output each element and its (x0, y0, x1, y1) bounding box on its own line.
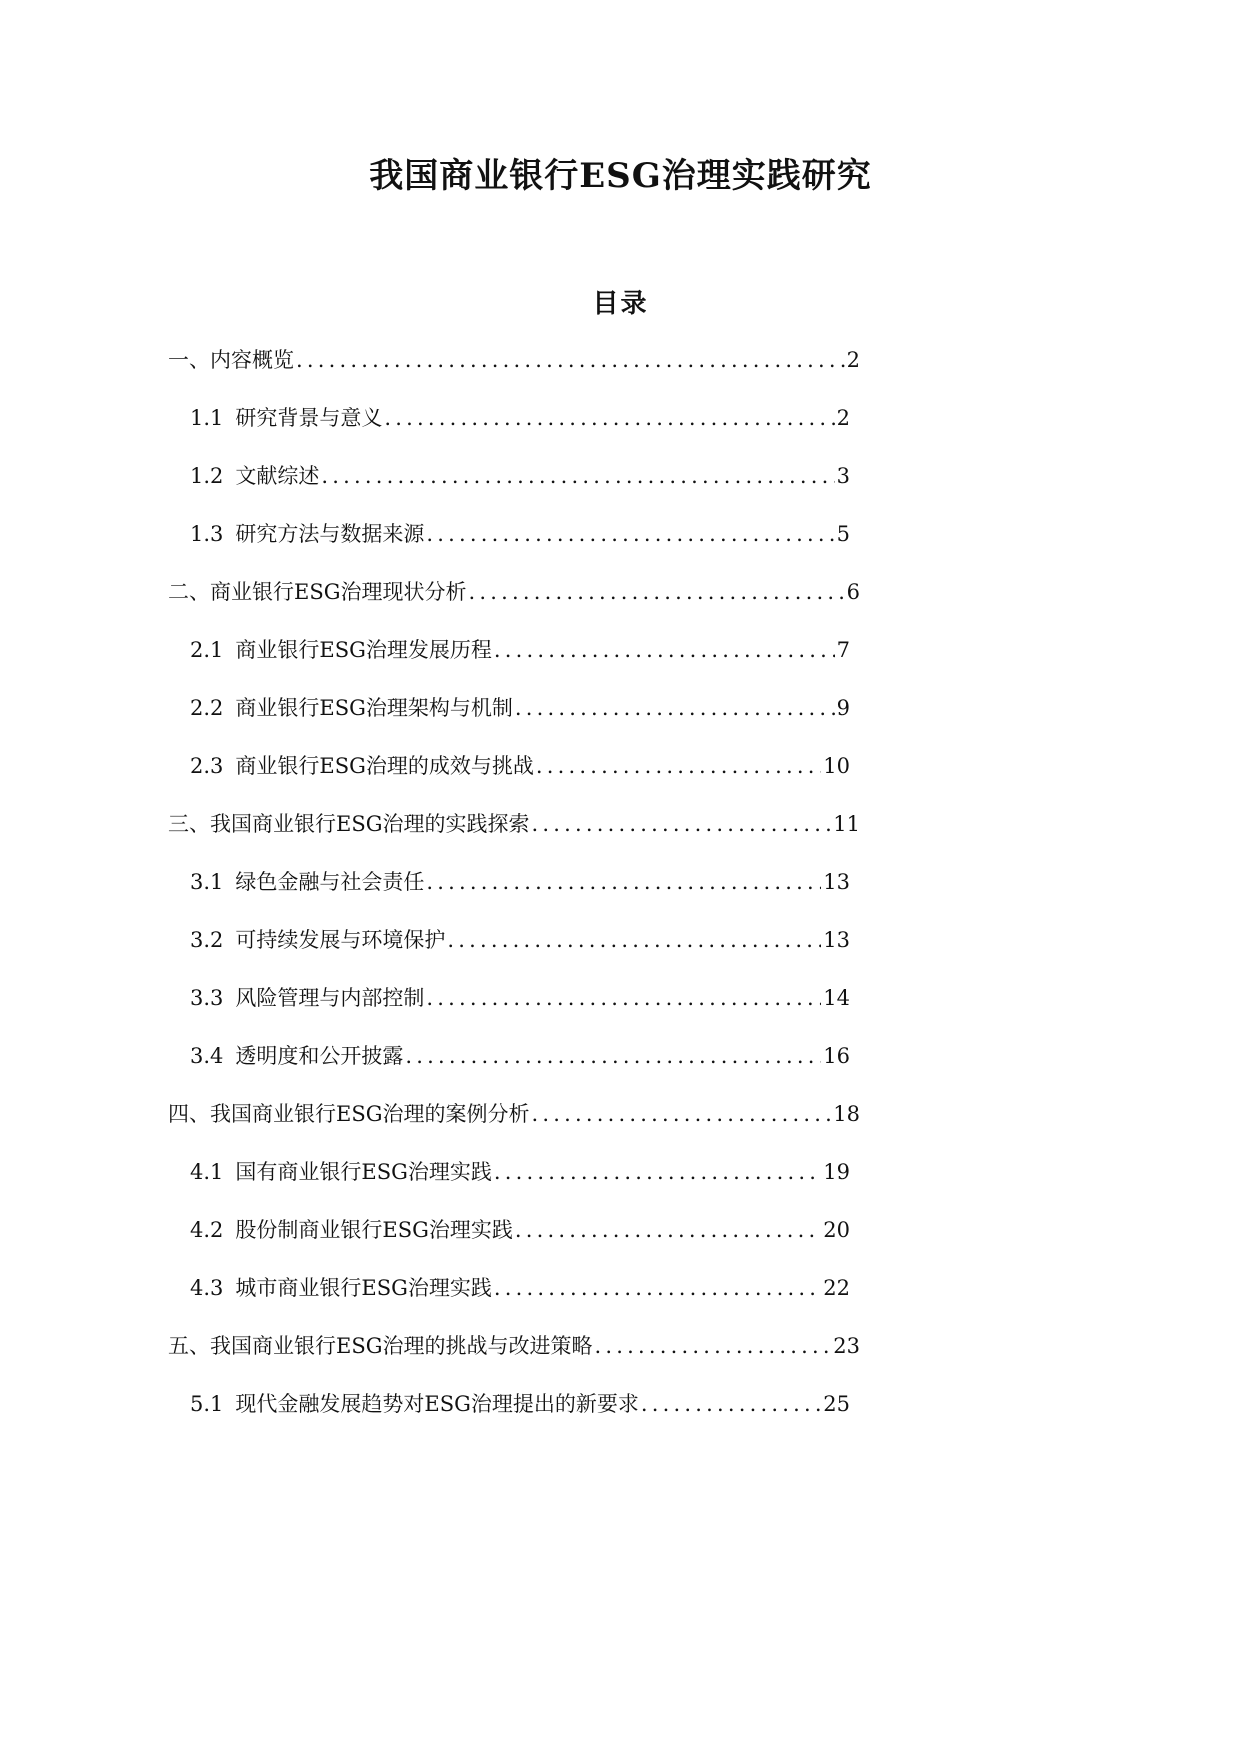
toc-dot-leader (321, 461, 834, 491)
toc-dot-leader (447, 925, 821, 955)
toc-entry-number: 2.3 (190, 754, 224, 778)
toc-entry[interactable] (190, 635, 850, 665)
toc-entry-title: 商业银行ESG治理现状分析 (210, 580, 467, 604)
toc-entry-title: 商业银行ESG治理发展历程 (235, 638, 492, 662)
toc-dot-leader (532, 809, 832, 839)
toc-entry-page-number: 2 (846, 348, 860, 372)
toc-entry[interactable] (190, 519, 850, 549)
toc-entry[interactable] (190, 1389, 850, 1419)
toc-entry-number: 3.3 (190, 986, 224, 1010)
toc-entry-number: 5.1 (190, 1392, 224, 1416)
toc-entry[interactable] (190, 403, 850, 433)
toc-entry-title: 透明度和公开披露 (235, 1044, 404, 1068)
toc-entry-page-number: 3 (836, 464, 850, 488)
toc-entry-page-number: 19 (823, 1160, 850, 1184)
toc-dot-leader (532, 1099, 832, 1129)
toc-entry-title: 我国商业银行ESG治理的案例分析 (210, 1102, 530, 1126)
toc-entry-page-number: 2 (836, 406, 850, 430)
toc-entry-title: 商业银行ESG治理的成效与挑战 (235, 754, 534, 778)
toc-entry-title: 风险管理与内部控制 (235, 986, 425, 1010)
toc-entry[interactable] (190, 1273, 850, 1303)
toc-entry-number: 一、 (168, 348, 210, 372)
toc-entry-title: 文献综述 (235, 464, 320, 488)
toc-entry[interactable] (190, 983, 850, 1013)
toc-entry-page-number: 14 (823, 986, 850, 1010)
toc-entry-page-number: 23 (833, 1334, 860, 1358)
toc-entry-page-number: 5 (836, 522, 850, 546)
toc-dot-leader (595, 1331, 832, 1361)
toc-dot-leader (494, 635, 835, 665)
toc-entry[interactable] (190, 461, 850, 491)
toc-entry-page-number: 13 (823, 928, 850, 952)
toc-entry-page-number: 9 (836, 696, 850, 720)
toc-entry-title: 股份制商业银行ESG治理实践 (235, 1218, 513, 1242)
toc-entry-page-number: 25 (823, 1392, 850, 1416)
toc-dot-leader (384, 403, 834, 433)
toc-entry[interactable] (168, 577, 860, 607)
toc-dot-leader (296, 345, 845, 375)
toc-entry-title: 绿色金融与社会责任 (235, 870, 425, 894)
toc-entry-title: 我国商业银行ESG治理的实践探索 (210, 812, 530, 836)
toc-entry-title: 我国商业银行ESG治理的挑战与改进策略 (210, 1334, 593, 1358)
toc-dot-leader (405, 1041, 821, 1071)
toc-entry[interactable] (190, 867, 850, 897)
toc-entry-page-number: 6 (846, 580, 860, 604)
document-title: 我国商业银行ESG治理实践研究 (369, 156, 872, 196)
toc-entry-page-number: 22 (823, 1276, 850, 1300)
toc-entry[interactable] (190, 925, 850, 955)
toc-entry-title: 现代金融发展趋势对ESG治理提出的新要求 (235, 1392, 639, 1416)
toc-entry-page-number: 20 (823, 1218, 850, 1242)
toc-entry-number: 三、 (168, 812, 210, 836)
toc-entry-number: 2.1 (190, 638, 224, 662)
toc-entry[interactable] (190, 751, 850, 781)
toc-entry-number: 二、 (168, 580, 210, 604)
toc-entry[interactable] (168, 1331, 860, 1361)
toc-entry-number: 1.2 (190, 464, 224, 488)
toc-entry-title: 可持续发展与环境保护 (235, 928, 446, 952)
toc-entry-number: 4.2 (190, 1218, 224, 1242)
toc-dot-leader (469, 577, 845, 607)
toc-entry[interactable] (168, 809, 860, 839)
toc-entry-title: 商业银行ESG治理架构与机制 (235, 696, 513, 720)
toc-dot-leader (494, 1273, 821, 1303)
toc-entry-number: 四、 (168, 1102, 210, 1126)
toc-entry[interactable] (190, 1157, 850, 1187)
toc-entry-title: 城市商业银行ESG治理实践 (235, 1276, 492, 1300)
toc-entry[interactable] (168, 1099, 860, 1129)
toc-entry-number: 4.3 (190, 1276, 224, 1300)
toc-dot-leader (426, 983, 821, 1013)
toc-entry-page-number: 18 (833, 1102, 860, 1126)
toc-entry-page-number: 16 (823, 1044, 850, 1068)
toc-entry-number: 3.2 (190, 928, 224, 952)
toc-dot-leader (494, 1157, 821, 1187)
toc-entry[interactable] (168, 345, 860, 375)
toc-dot-leader (536, 751, 821, 781)
toc-entry-number: 1.1 (190, 406, 224, 430)
toc-dot-leader (641, 1389, 821, 1419)
toc-entry-page-number: 10 (823, 754, 850, 778)
toc-heading: 目录 (592, 289, 649, 319)
toc-entry-number: 1.3 (190, 522, 224, 546)
toc-entry-number: 3.1 (190, 870, 224, 894)
toc-dot-leader (426, 867, 821, 897)
toc-entry[interactable] (190, 693, 850, 723)
toc-entry-page-number: 13 (823, 870, 850, 894)
toc-entry-title: 内容概览 (210, 348, 294, 372)
toc-entry-number: 3.4 (190, 1044, 224, 1068)
toc-dot-leader (515, 693, 835, 723)
toc-entry-page-number: 7 (836, 638, 850, 662)
toc-entry-title: 研究方法与数据来源 (235, 522, 425, 546)
toc-entry-title: 国有商业银行ESG治理实践 (235, 1160, 492, 1184)
toc-dot-leader (515, 1215, 821, 1245)
toc-entry-page-number: 11 (833, 812, 860, 836)
toc-dot-leader (426, 519, 834, 549)
toc-entry[interactable] (190, 1215, 850, 1245)
toc-entry[interactable] (190, 1041, 850, 1071)
toc-entry-number: 五、 (168, 1334, 210, 1358)
toc-entry-number: 2.2 (190, 696, 224, 720)
toc-entry-number: 4.1 (190, 1160, 224, 1184)
toc-entry-title: 研究背景与意义 (235, 406, 383, 430)
